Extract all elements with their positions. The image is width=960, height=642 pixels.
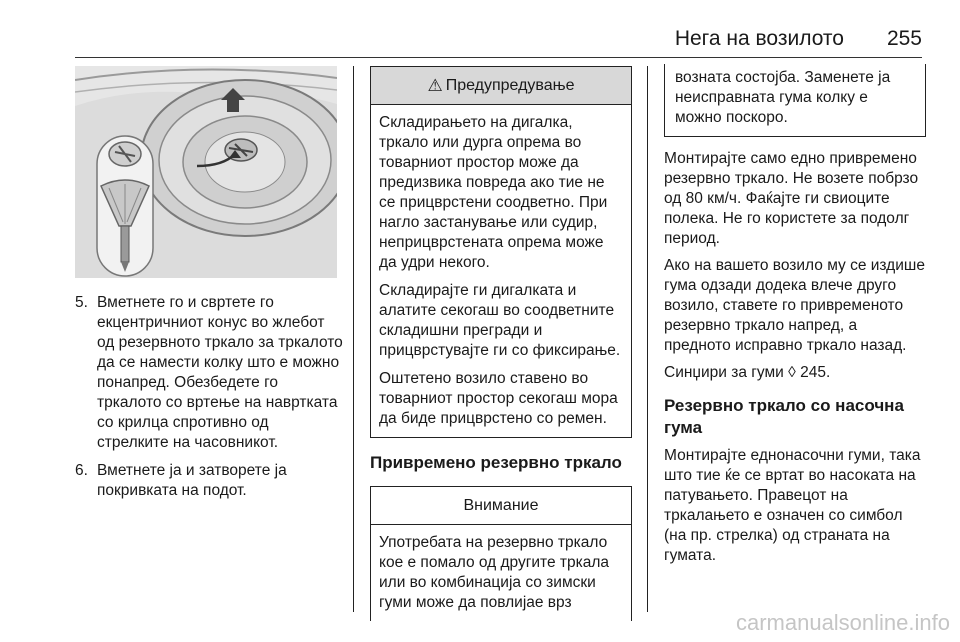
warning-paragraph: Складирајте ги дигалката и алатите секогаш во соодветните складишни прегради и прицврстувајте ги со фиксирање. xyxy=(379,282,621,359)
notice-box-continued xyxy=(664,64,926,137)
warning-title: Предупредување xyxy=(445,76,575,94)
section-heading-directional: Резервно тркало со насочна гума xyxy=(664,396,904,437)
warning-triangle-icon: ⚠ xyxy=(427,76,443,95)
cross-reference[interactable] xyxy=(664,363,926,383)
spare-wheel-trunk-illustration xyxy=(75,66,337,278)
notice-body xyxy=(371,525,631,621)
column-left xyxy=(75,66,343,509)
cross-reference-page: 245. xyxy=(800,364,831,381)
spare-wheel-figure xyxy=(75,66,337,278)
list-item xyxy=(75,293,343,453)
body-paragraph: Ако на вашето возило му се издише гума одзади додека влече друго возило, ставете го привременото резервно тркало напред, а предното исправно тркало назад. xyxy=(664,257,925,354)
watermark: carmanualsonline.info xyxy=(735,610,950,635)
column-divider-left xyxy=(353,66,354,612)
warning-header xyxy=(371,67,631,105)
column-right xyxy=(664,64,926,573)
step-text: Вметнете го и свртете го екцентричниот конус во жлебот од резервното тркало за тркалото да се намести колку што е можно понапред. Обезбедете го тркалото со вртење на навртката со крилца спротивно од стрелките на часовникот. xyxy=(97,294,343,451)
warning-box xyxy=(370,66,632,438)
body-paragraph: Монтирајте само едно привремено резервно тркало. Не возете побрзо од 80 км/ч. Фаќајте ги свиоците полека. Не го користете за подолг период. xyxy=(664,150,919,247)
page-reference-icon: ◊ xyxy=(788,364,796,381)
notice-box xyxy=(370,486,632,621)
page-header xyxy=(0,26,960,56)
page-number: 255 xyxy=(886,27,922,50)
warning-paragraph: Складирањето на дигалка, тркало или дурга опрема во товарниот простор може да предизвика повреда ако тие не се прицврстени соодветно. При нагло застанување или судир, неприцврстената опрема може да удри некого. xyxy=(379,114,608,271)
notice-title: Внимание xyxy=(463,496,539,514)
section-heading-temp-spare: Привремено резервно тркало xyxy=(370,453,622,472)
notice-paragraph: Употребата на резервно тркало кое е помало од другите тркала или во комбинација со зимски гуми може да повлијае врз xyxy=(379,534,610,611)
column-middle xyxy=(370,66,632,621)
notice-paragraph-continued: возната состојба. Заменете ја неисправната гума колку е можно поскоро. xyxy=(675,69,891,126)
warning-body xyxy=(371,105,631,437)
column-divider-right xyxy=(647,66,648,612)
step-text: Вметнете ја и затворете ја покривката на подот. xyxy=(97,462,287,499)
instruction-steps xyxy=(75,293,343,501)
body-paragraph: Монтирајте еднонасочни гуми, така што тие ќе се вртат во насоката на патувањето. Правецот на тркалањето е означен со симбол (на пр. стрелка) од страната на гумата. xyxy=(664,447,921,564)
cross-reference-text: Синџири за гуми xyxy=(664,364,784,381)
header-rule xyxy=(75,57,922,58)
list-item xyxy=(75,461,343,501)
step-number: 6. xyxy=(75,462,88,479)
notice-header xyxy=(371,487,631,525)
page-title: Нега на возилото xyxy=(674,27,844,50)
step-number: 5. xyxy=(75,294,88,311)
warning-paragraph: Оштетено возило ставено во товарниот простор секогаш мора да биде прицврстено со ремен. xyxy=(379,370,618,427)
